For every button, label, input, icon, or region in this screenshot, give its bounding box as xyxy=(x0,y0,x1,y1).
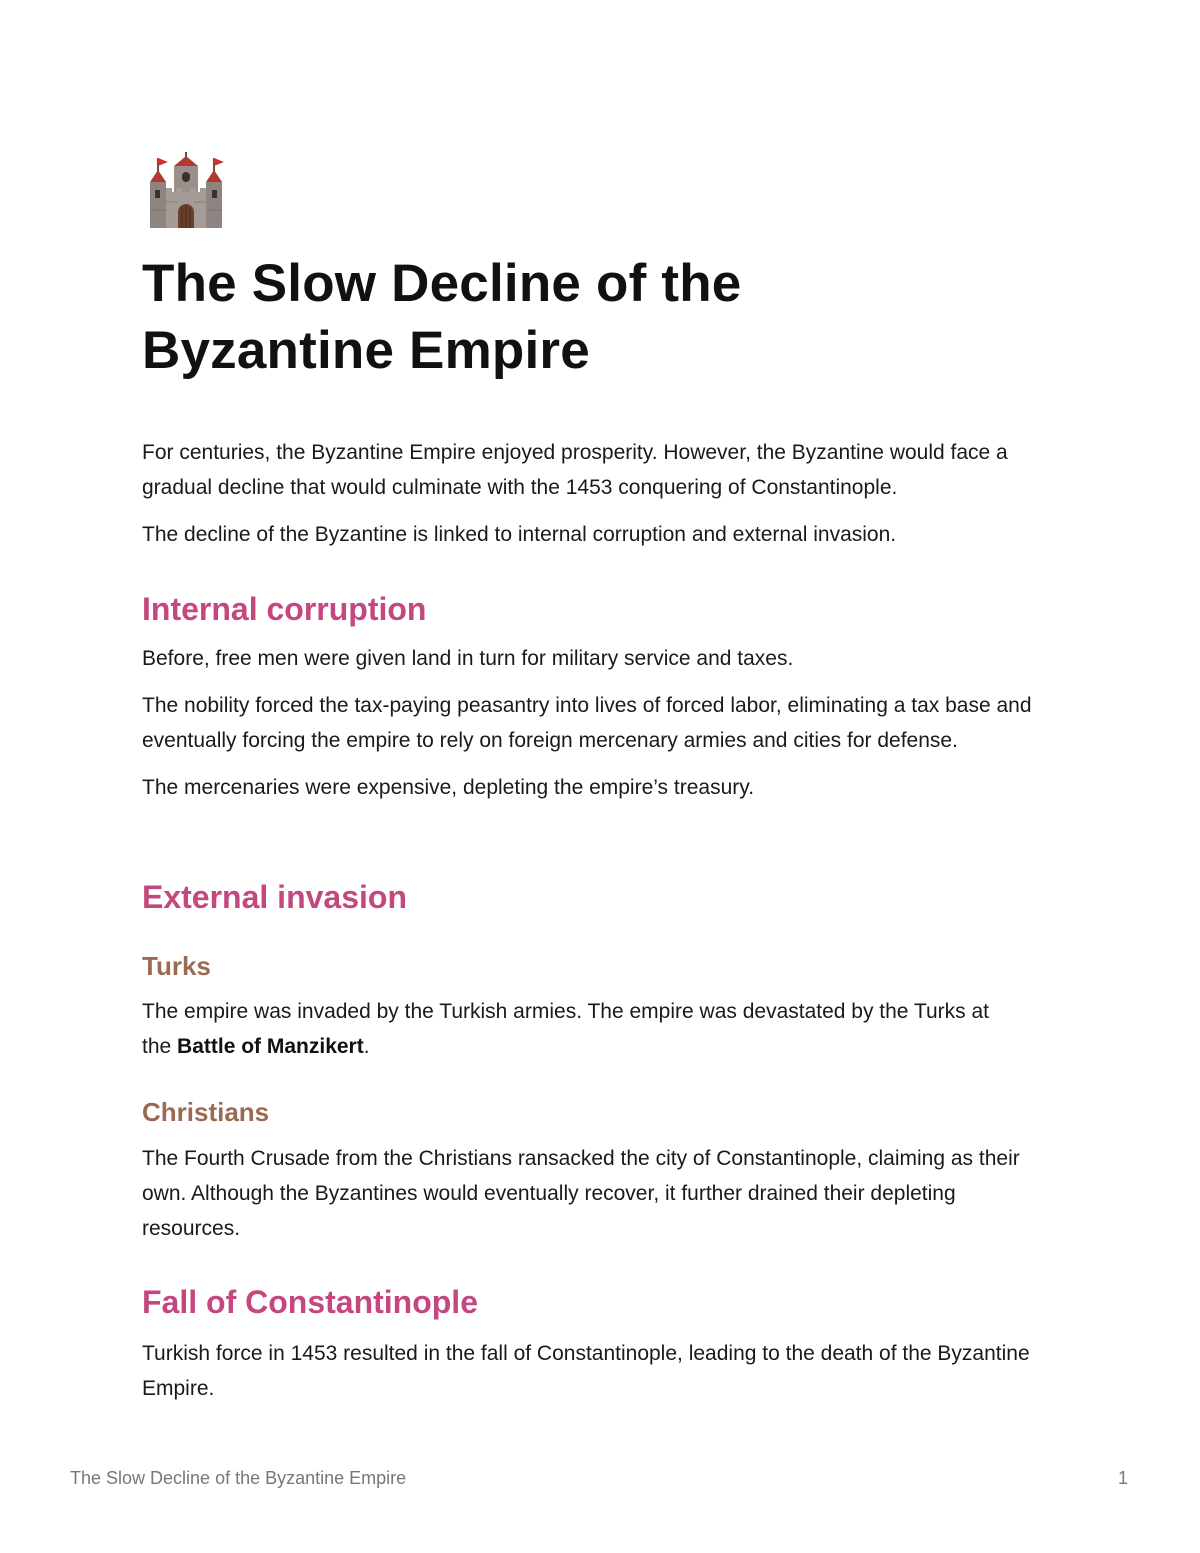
christians-paragraph: The Fourth Crusade from the Christians ransacked the city of Constantinople, claiming as their own. Although the Byzantines would eventually recover, it further drained their depleting resources. xyxy=(142,1147,1020,1240)
heading-external-invasion: External invasion xyxy=(142,879,407,915)
footer-title: The Slow Decline of the Byzantine Empire xyxy=(70,1468,407,1488)
turks-section xyxy=(142,994,1062,1064)
turks-text-end: . xyxy=(363,1035,370,1058)
fall-paragraph: Turkish force in 1453 resulted in the fall of Constantinople, leading to the death of the Byzantine Empire. xyxy=(142,1342,1030,1400)
internal-paragraph-3: The mercenaries were expensive, depleting the empire’s treasury. xyxy=(142,776,755,799)
heading-christians: Christians xyxy=(142,1097,270,1127)
battle-of-manzikert: Battle of Manzikert xyxy=(177,1035,364,1058)
page-title: The Slow Decline of the Byzantine Empire xyxy=(142,254,742,380)
turks-paragraph xyxy=(142,994,1022,1064)
castle-icon xyxy=(146,152,226,232)
heading-fall-of-constantinople: Fall of Constantinople xyxy=(142,1284,478,1320)
internal-corruption-section xyxy=(142,641,1062,805)
heading-internal-corruption: Internal corruption xyxy=(142,591,427,627)
intro-paragraph-2: The decline of the Byzantine is linked to internal corruption and external invasion. xyxy=(142,523,897,546)
intro-paragraph-1: For centuries, the Byzantine Empire enjoyed prosperity. However, the Byzantine would face a gradual decline that would culminate with the 1453 conquering of Constantinople. xyxy=(142,441,1008,499)
heading-turks: Turks xyxy=(142,951,211,981)
turks-text: The empire was invaded by the Turkish armies. The empire was devastated by the Turks at the xyxy=(142,1000,990,1058)
internal-paragraph-2: The nobility forced the tax-paying peasantry into lives of forced labor, eliminating a tax base and eventually forcing the empire to rely on foreign mercenary armies and cities for defense. xyxy=(142,694,1032,752)
footer-page-number: 1 xyxy=(1118,1468,1129,1488)
christians-section xyxy=(142,1141,1062,1246)
internal-paragraph-1: Before, free men were given land in turn for military service and taxes. xyxy=(142,647,794,670)
fall-section xyxy=(142,1336,1062,1406)
intro-section xyxy=(142,435,1062,552)
